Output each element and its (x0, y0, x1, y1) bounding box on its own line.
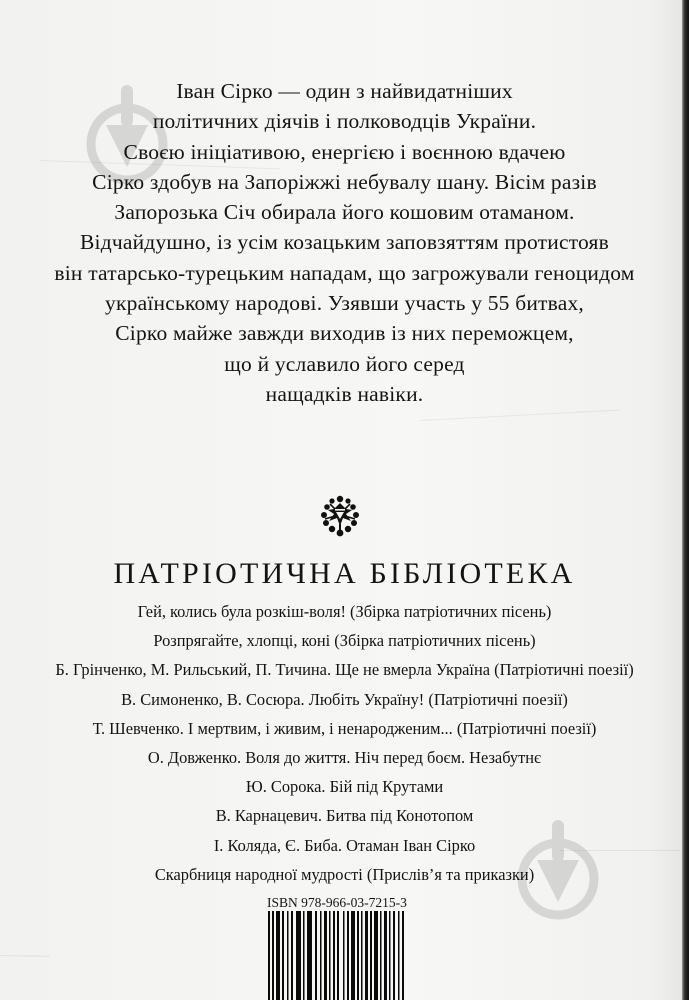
series-book-item: В. Карнацевич. Битва під Конотопом (215, 806, 474, 826)
blurb-line: Запорозька Січ обирала його кошовим отаманом. (114, 200, 575, 225)
series-book-item: В. Симоненко, В. Сосюра. Любіть Україну! (Патріотичні поезії) (121, 689, 568, 709)
blurb-line: що й уславило його серед (224, 351, 465, 376)
series-book-item: Скарбниця народної мудрості (Прислів’я та приказки) (154, 864, 535, 884)
blurb-line: політичних діячів і полководців України. (152, 109, 537, 134)
blurb-line: Відчайдушно, із усім козацьким заповзяттям протистояв (79, 230, 609, 255)
series-book-item: І. Коляда, Є. Биба. Отаман Іван Сірко (213, 835, 476, 855)
barcode-icon (268, 911, 408, 1000)
series-book-item: О. Довженко. Воля до життя. Ніч перед боєм. Незабутнє (147, 748, 542, 768)
blurb-line: Сірко здобув на Запоріжжі небувалу шану. Вісім разів (92, 169, 597, 194)
series-title: ПАТРІОТИЧНА БІБЛІОТЕКА (113, 557, 576, 590)
blurb-line: Своєю ініціативою, енергією і воєнною вдачею (123, 139, 566, 164)
blurb-line: нащадків навіки. (265, 381, 424, 406)
series-book-item: Т. Шевченко. І мертвим, і живим, і ненародженим... (Патріотичні поезії) (92, 718, 597, 738)
blurb-line: українському народові. Узявши участь у 55 битвах, (105, 291, 584, 316)
blurb-line: Іван Сірко — один з найвидатніших (176, 79, 513, 103)
series-book-list (0, 597, 689, 889)
series-book-item: Розпрягайте, хлопці, коні (Збірка патріотичних пісень) (153, 631, 536, 651)
floral-ornament-icon (318, 494, 362, 538)
blurb-text (0, 76, 689, 409)
blurb-line: він татарсько-турецьким нападам, що загрожували геноцидом (54, 260, 635, 285)
series-book-item: Гей, колись була розкіш-воля! (Збірка патріотичних пісень) (137, 602, 552, 621)
series-book-item: Б. Грінченко, М. Рильський, П. Тичина. Ще не вмерла Україна (Патріотичні поезії) (55, 660, 634, 680)
series-book-item: Ю. Сорока. Бій під Крутами (245, 777, 444, 797)
blurb-line: Сірко майже завжди виходив із них переможцем, (115, 321, 574, 346)
isbn-label: ISBN 978-966-03-7215-3 (267, 895, 407, 910)
